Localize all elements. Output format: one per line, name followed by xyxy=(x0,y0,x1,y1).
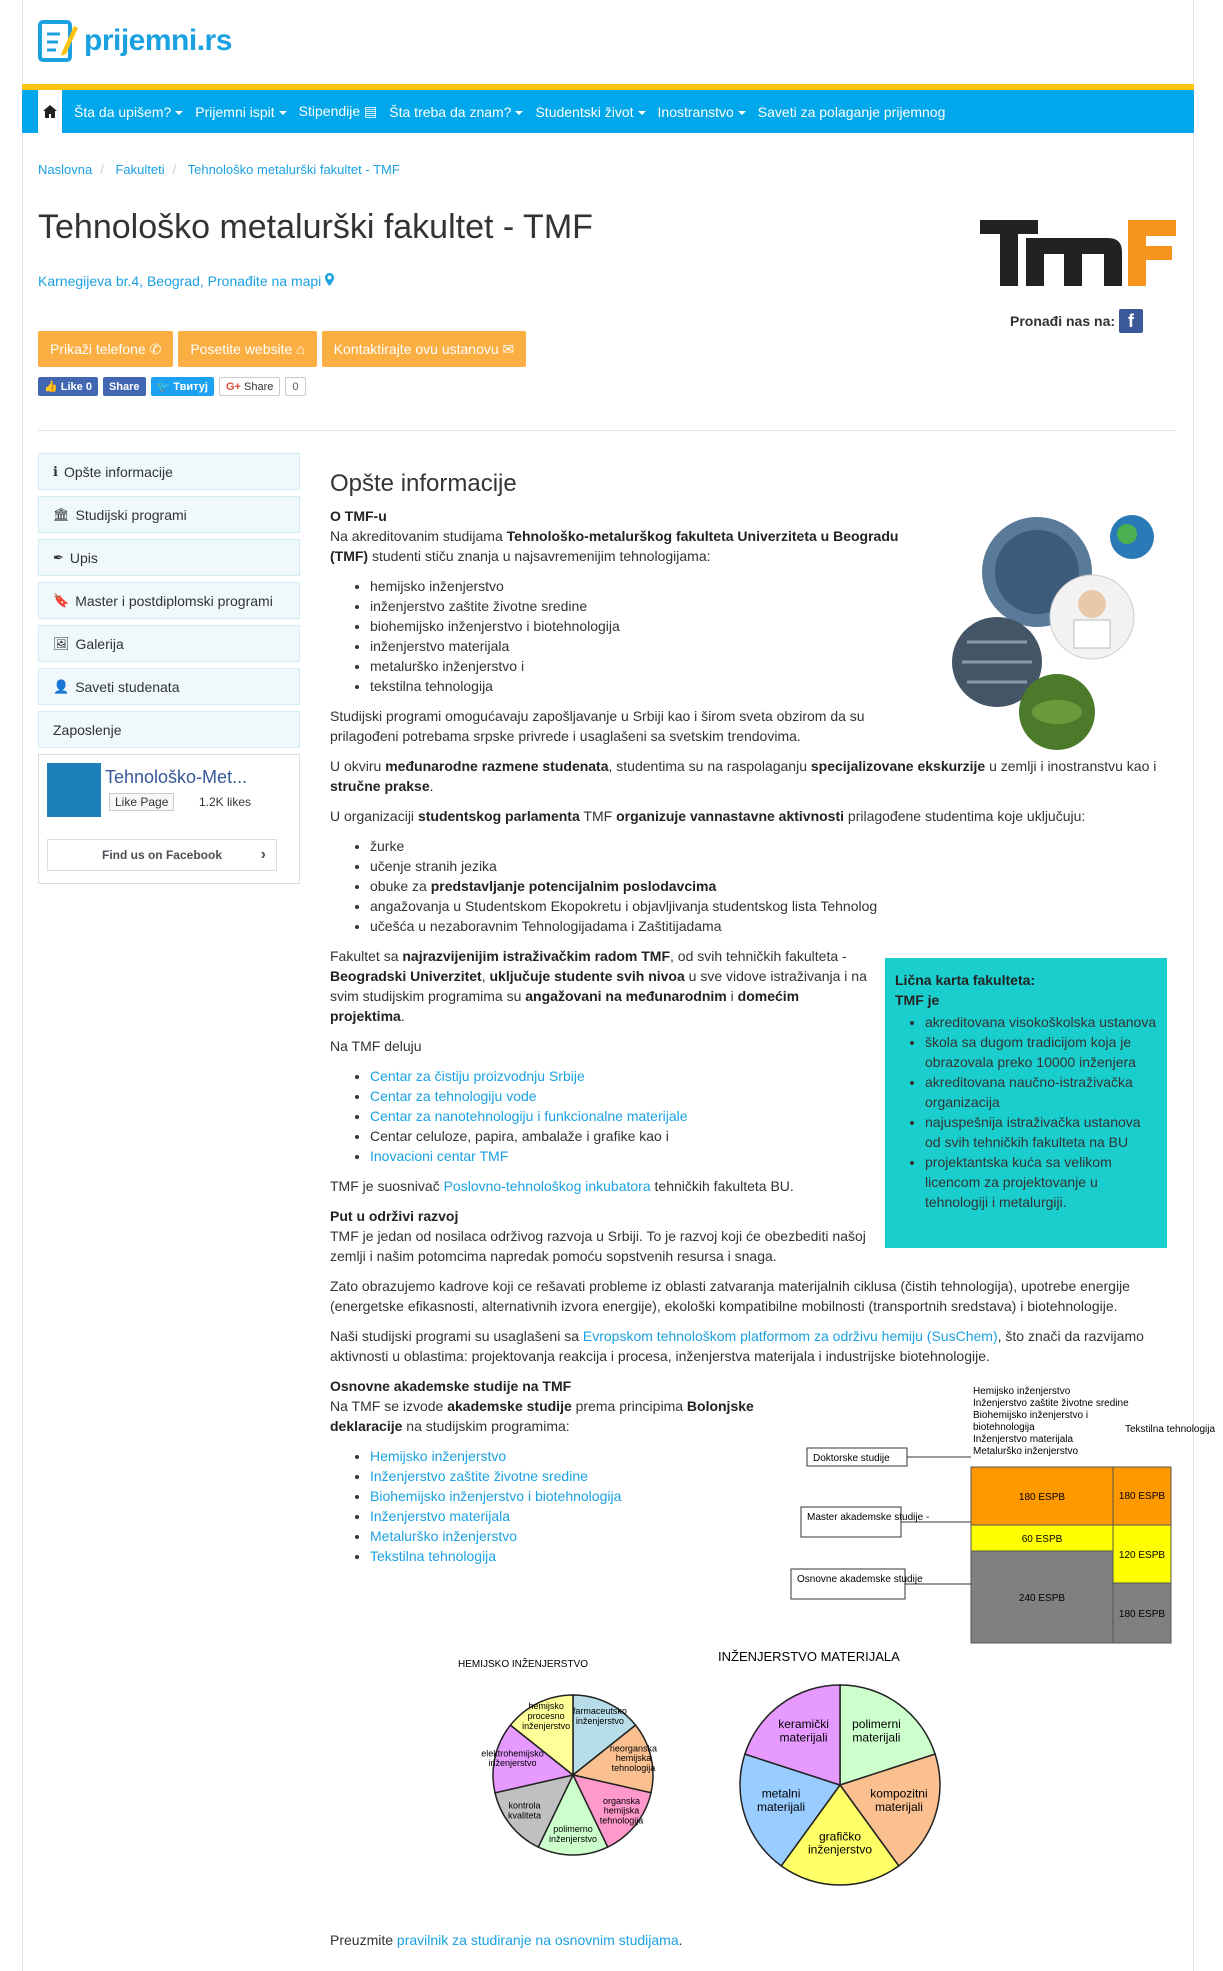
caret-down-icon xyxy=(279,111,287,115)
feather-icon: ✒ xyxy=(53,549,64,565)
espb-value: 60 ESPB xyxy=(1021,1534,1063,1545)
pie1-slice-label: kontrola kvaliteta xyxy=(508,1800,542,1821)
breadcrumb-separator: / xyxy=(100,162,104,177)
action-buttons xyxy=(38,331,526,367)
center-link[interactable]: Centar za nanotehnologiju i funkcionalne materijale xyxy=(370,1108,688,1124)
address-link[interactable]: Karnegijeva br.4, Beograd, Pronađite na mapi xyxy=(38,273,334,289)
center-link[interactable]: Centar za čistiju proizvodnju Srbije xyxy=(370,1068,585,1084)
paragraph: Preuzmite pravilnik za studiranje na osnovnim studijama. xyxy=(330,1932,683,1948)
visit-website-button[interactable]: Posetite website ⌂ xyxy=(178,331,316,367)
id-card-subtitle: TMF je xyxy=(895,992,940,1008)
breadcrumb-home[interactable]: Naslovna xyxy=(38,162,93,177)
chevron-right-icon: › xyxy=(260,846,266,863)
espb-level-label: Doktorske studije xyxy=(813,1453,890,1464)
fb-page-name[interactable]: Tehnološko-Met... xyxy=(105,767,248,787)
pie1-slice-label: neorganska hemijska tehnologija xyxy=(609,1743,657,1774)
oas-title: Osnovne akademske studije na TMF xyxy=(330,1378,572,1394)
site-logo[interactable] xyxy=(38,10,232,72)
paragraph: U okviru međunarodne razmene studenata, studentima su na raspolaganju specijalizovane ekskurzije u zemlji i inostranstvu kao i stručne prakse. xyxy=(330,758,1157,794)
list-item: • tekstilna tehnologija xyxy=(370,676,1176,696)
sidebar-item-zaposlenje[interactable]: Zaposlenje xyxy=(38,711,300,748)
twitter-icon: 🐦 xyxy=(156,381,171,393)
paragraph: Na TMF se izvode akademske studije prema principima Bolonjske deklaracije na studijskim programima: xyxy=(330,1398,754,1434)
list-item: • projektantska kuća sa velikom licencom za projektovanje u tehnologiji i metalurgiji. xyxy=(925,1152,1157,1212)
espb-program-label: Metalurško inženjerstvo xyxy=(973,1446,1079,1457)
rulebook-link[interactable]: pravilnik za studiranje na osnovnim studijama xyxy=(396,1932,679,1948)
nav-item-stipendije[interactable]: Stipendije ▤ xyxy=(298,103,378,119)
id-card-box xyxy=(885,958,1167,1248)
section-heading: Opšte informacije xyxy=(330,470,517,497)
program-link[interactable]: Inženjerstvo zaštite životne sredine xyxy=(370,1468,588,1484)
fb-find-us-button[interactable]: Find us on Facebook › xyxy=(47,839,277,871)
home-button[interactable] xyxy=(38,90,62,133)
nav-item-prijemni-ispit[interactable]: Prijemni ispit xyxy=(189,104,292,120)
espb-value: 180 ESPB xyxy=(1018,1492,1066,1503)
facebook-icon[interactable]: f xyxy=(1119,309,1143,333)
sidebar-item-upis[interactable]: ✒ Upis xyxy=(38,539,300,576)
divider xyxy=(38,430,1176,431)
sidebar-item-opste[interactable]: ℹ Opšte informacije xyxy=(38,453,300,490)
institution-icon: 🏛 xyxy=(53,506,70,522)
paragraph: TMF je suosnivač Poslovno-tehnološkog inkubatora tehničkih fakulteta BU. xyxy=(330,1178,794,1194)
thumbs-up-icon: 👍 xyxy=(44,381,58,393)
breadcrumb-fakulteti[interactable]: Fakulteti xyxy=(115,162,165,177)
program-link[interactable]: Biohemijsko inženjerstvo i biotehnologija xyxy=(370,1488,622,1504)
find-us-on: Pronađi nas na: f xyxy=(1010,309,1143,333)
suschem-link[interactable]: Evropskom tehnološkom platformom za održivu hemiju (SusChem) xyxy=(582,1328,998,1344)
list-item: • Centar celuloze, papira, ambalaže i grafike kao i xyxy=(370,1126,1176,1146)
picture-icon: 🖼 xyxy=(53,635,70,651)
pencil-doc-icon xyxy=(38,18,78,64)
paragraph: TMF je jedan od nosilaca održivog razvoja u Srbiji. To je razvoj koji će obezbediti našoj zemlji i našim potomcima napredak pomoću sopstvenih resursa i snaga. xyxy=(330,1228,866,1264)
newspaper-icon: ▤ xyxy=(364,103,378,119)
espb-value: 240 ESPB xyxy=(1018,1593,1066,1604)
list-item: • učenje stranih jezika xyxy=(370,856,1176,876)
nav-item-studentski-zivot[interactable]: Studentski život xyxy=(529,104,651,120)
pie1-slice-label: polimerno inženjerstvo xyxy=(548,1824,598,1844)
program-link[interactable]: Hemijsko inženjerstvo xyxy=(370,1448,507,1464)
main-nav xyxy=(22,84,1194,133)
espb-program-label: Inženjerstvo materijala xyxy=(973,1434,1074,1445)
list-item: • učešća u nezaboravnim Tehnologijadama i Zaštitijadama xyxy=(370,916,1176,936)
share-count: 0 xyxy=(285,377,305,396)
id-card-list xyxy=(925,1012,1157,1212)
list-item: • obuke za predstavljanje potencijalnim poslodavcima xyxy=(370,876,1176,896)
sidebar-item-galerija[interactable]: 🖼 Galerija xyxy=(38,625,300,662)
caret-down-icon xyxy=(738,111,746,115)
espb-program-list xyxy=(973,1386,1129,1457)
page-title: Tehnološko metalurški fakultet - TMF xyxy=(38,208,593,246)
envelope-icon: ✉ xyxy=(502,340,515,357)
pie-charts xyxy=(438,1649,1038,1895)
facebook-widget xyxy=(38,754,300,884)
espb-program-label: Biohemijsko inženjerstvo i xyxy=(973,1410,1089,1421)
nav-item-saveti[interactable]: Saveti za polaganje prijemnog xyxy=(757,103,946,120)
pie2-slice-label: polimerni materijali xyxy=(852,1717,901,1745)
pie2-slice-label: kompozitni materijali xyxy=(870,1786,928,1814)
espb-side-value: 180 ESPB xyxy=(1118,1491,1166,1502)
breadcrumb xyxy=(38,162,400,177)
espb-structure-diagram xyxy=(785,1382,1216,1647)
pie2-chart xyxy=(740,1685,940,1885)
sustainability-title: Put u održivi razvoj xyxy=(330,1208,459,1224)
list-item: • hemijsko inženjerstvo xyxy=(370,576,1176,596)
nav-item-sta-treba-da-znam[interactable]: Šta treba da znam? xyxy=(383,104,529,120)
list-item: • akreditovana naučno-istraživačka organizacija xyxy=(925,1072,1157,1112)
sidebar-item-master[interactable]: 🔖 Master i postdiplomski programi xyxy=(38,582,300,619)
list-item: • metalurško inženjerstvo i xyxy=(370,656,1176,676)
espb-side-value: 180 ESPB xyxy=(1118,1609,1166,1620)
gplus-icon: G+ xyxy=(225,380,241,393)
about-title: O TMF-u xyxy=(330,508,387,524)
phone-icon: ✆ xyxy=(149,340,162,357)
gplus-share-button[interactable]: G+ Share xyxy=(219,377,280,396)
activities-list xyxy=(370,836,1176,936)
fb-share-button[interactable]: Share xyxy=(103,377,146,396)
info-icon: ℹ xyxy=(53,463,58,479)
fb-page-thumbnail[interactable] xyxy=(47,763,101,817)
id-card-title: Lična karta fakulteta: xyxy=(895,972,1036,988)
paragraph: U organizaciji studentskog parlamenta TMF organizuje vannastavne aktivnosti prilagođene studentima koje uključuju: xyxy=(330,808,1086,824)
pie2-title: INŽENJERSTVO MATERIJALA xyxy=(718,1649,900,1664)
nav-item-inostranstvo[interactable]: Inostranstvo xyxy=(652,104,752,120)
sidebar-item-saveti[interactable]: 👤 Saveti studenata xyxy=(38,668,300,705)
paragraph: Na TMF deluju xyxy=(330,1038,422,1054)
paragraph: Studijski programi omogućavaju zapošljavanje u Srbiji kao i širom sveta obzirom da su prilagođeni potrebama srpske privrede i usaglašeni sa svetskim trendovima. xyxy=(330,708,865,744)
pie1-slice-label: elektrohemijsko inženjerstvo xyxy=(481,1748,544,1769)
user-icon: 👤 xyxy=(53,678,70,694)
pie1-chart xyxy=(481,1695,657,1855)
pie1-slice-label: organska hemijska tehnologija xyxy=(599,1795,644,1826)
list-item: • inženjerstvo zaštite životne sredine xyxy=(370,596,1176,616)
list-item: • biohemijsko inženjerstvo i biotehnologija xyxy=(370,616,1176,636)
bookmark-icon: 🔖 xyxy=(53,592,70,608)
espb-side-value: 120 ESPB xyxy=(1118,1550,1166,1561)
program-link[interactable]: Metalurško inženjerstvo xyxy=(370,1528,518,1544)
caret-down-icon xyxy=(638,111,646,115)
espb-level-label: Master akademske studije - xyxy=(807,1512,930,1523)
program-link[interactable]: Tekstilna tehnologija xyxy=(370,1548,497,1564)
sidebar xyxy=(38,453,300,884)
espb-program-label: biotehnologija xyxy=(973,1422,1035,1433)
espb-program-label: Hemijsko inženjerstvo xyxy=(973,1386,1071,1397)
program-link[interactable]: Inženjerstvo materijala xyxy=(370,1508,511,1524)
pie1-slice-label: hemijsko procesno inženjerstvo xyxy=(522,1701,571,1732)
incubator-link[interactable]: Poslovno-tehnološkog inkubatora xyxy=(443,1178,651,1194)
pie1-slice-label: farmaceutsko inženjerstvo xyxy=(572,1706,627,1727)
main-content xyxy=(330,470,1216,1948)
tmf-logo xyxy=(978,208,1178,288)
fb-like-page-button[interactable]: Like Page xyxy=(109,793,174,811)
fb-like-button[interactable]: 👍 Like 0 xyxy=(38,377,98,396)
list-item: • žurke xyxy=(370,836,1176,856)
breadcrumb-separator: / xyxy=(172,162,177,177)
pie2-slice-label: metalni materijali xyxy=(757,1786,806,1814)
pie2-slice-label: keramički materijali xyxy=(778,1717,829,1745)
list-item: • škola sa dugom tradicijom koja je obrazovala preko 10000 inženjera xyxy=(925,1032,1157,1072)
home-icon: ⌂ xyxy=(296,341,305,357)
espb-textile-label: Tekstilna tehnologija xyxy=(1125,1424,1216,1435)
paragraph: Naši studijski programi su usaglašeni sa Evropskom tehnološkom platformom za održivu hemiju (SusChem), što znači da razvijamo aktivnosti u oblastima: projektovanja reakcija i procesa, inženjerstva materijala i industrijske biotehnologije. xyxy=(330,1328,1144,1364)
tweet-button[interactable]: 🐦 Твитуј xyxy=(151,377,214,396)
caret-down-icon xyxy=(515,111,523,115)
center-link[interactable]: Inovacioni centar TMF xyxy=(370,1148,509,1164)
pie2-slice-label: grafičko inženjerstvo xyxy=(807,1829,873,1857)
list-item: • najuspešnija istraživačka ustanova od svih tehničkih fakulteta na BU xyxy=(925,1112,1157,1152)
paragraph: Zato obrazujemo kadrove koji ce rešavati probleme iz oblasti zatvaranja materijalnih ciklusa (čistih tehnologija), upotrebe energije (energetske efikasnosti, alternativnih izvora energije), ekološki kompatibilne mobilnosti (transportnih sredstava) i biotehnologije. xyxy=(330,1278,1130,1314)
show-phones-button[interactable]: Prikaži telefone ✆ xyxy=(38,331,173,367)
fb-likes-count: 1.2K likes xyxy=(199,795,252,809)
list-item: • akreditovana visokoškolska ustanova xyxy=(925,1012,1157,1032)
map-marker-icon xyxy=(325,273,334,286)
center-link[interactable]: Centar za tehnologiju vode xyxy=(370,1088,537,1104)
home-icon xyxy=(43,105,57,118)
contact-button[interactable]: Kontaktirajte ovu ustanovu ✉ xyxy=(322,331,527,367)
logo-text: prijemni.rs xyxy=(84,24,232,57)
list-item: • angažovanja u Studentskom Ekopokretu i objavljivanja studentskog lista Tehnolog xyxy=(370,896,1176,916)
breadcrumb-current: Tehnološko metalurški fakultet - TMF xyxy=(187,162,400,177)
social-buttons xyxy=(38,377,306,396)
paragraph: Fakultet sa najrazvijenijim istraživačkim radom TMF, od svih tehničkih fakulteta - Beogradski Univerzitet, uključuje studente svih nivoa u sve vidove istraživanja i na svim studijskim programima su angažovani na međunarodnim i domećim projektima. xyxy=(330,948,867,1024)
pie1-title: HEMIJSKO INŽENJERSTVO xyxy=(458,1659,589,1670)
espb-program-label: Inženjerstvo zaštite životne sredine xyxy=(973,1398,1129,1409)
hero-image xyxy=(942,512,1172,752)
espb-level-label: Osnovne akademske studije xyxy=(797,1574,923,1585)
list-item: • inženjerstvo materijala xyxy=(370,636,1176,656)
sidebar-item-programi[interactable]: 🏛 Studijski programi xyxy=(38,496,300,533)
intro-paragraph: Na akreditovanim studijama Tehnološko-metalurškog fakulteta Univerziteta u Beogradu (TMF) studenti stiču znanja u najsavremenijim tehnologijama: xyxy=(330,528,899,564)
caret-down-icon xyxy=(175,111,183,115)
nav-item-sta-da-upisem[interactable]: Šta da upišem? xyxy=(68,104,189,120)
